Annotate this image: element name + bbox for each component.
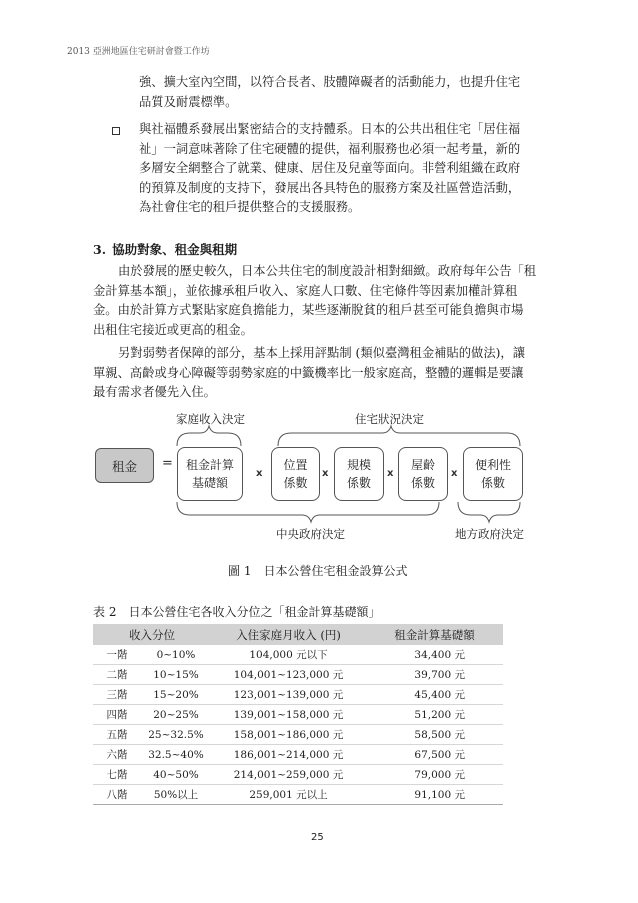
table-row <box>93 765 503 785</box>
table-header-row <box>93 624 503 645</box>
running-header: 2013 亞洲地區住宅研討會暨工作坊 <box>67 47 210 57</box>
label-housing-condition: 住宅狀況決定 <box>355 412 424 426</box>
top-left-brace <box>177 426 241 446</box>
table-row <box>93 745 503 765</box>
text-line: 出租住宅接近或更高的租金。 <box>93 322 253 337</box>
cell-level: 一階 <box>93 645 141 665</box>
table-row <box>93 725 503 745</box>
bottom-right-brace <box>458 502 520 522</box>
cell-amount: 34,400 元 <box>366 645 503 665</box>
cell-level: 二階 <box>93 665 141 685</box>
cell-level: 六階 <box>93 745 141 765</box>
times-sign: x <box>451 468 458 479</box>
table-row <box>93 785 503 805</box>
cell-income: 158,001~186,000 元 <box>211 725 366 745</box>
label-household-income: 家庭收入決定 <box>176 412 245 426</box>
box-line: 係數 <box>346 476 371 490</box>
cell-level: 四階 <box>93 705 141 725</box>
equals-sign: = <box>162 456 173 471</box>
cell-income: 123,001~139,000 元 <box>211 685 366 705</box>
box-line: 位置 <box>283 458 308 472</box>
cell-income: 104,001~123,000 元 <box>211 665 366 685</box>
cell-percentile: 20~25% <box>141 705 211 725</box>
text-line: 金。由於計算方式緊貼家庭負擔能力，某些逐漸脫貧的租戶甚至可能負擔與市場 <box>93 303 524 317</box>
section-number: 3. <box>93 242 107 257</box>
table-row <box>93 685 503 705</box>
header-base-amount: 租金計算基礎額 <box>366 624 503 645</box>
times-sign: x <box>387 468 394 479</box>
header-income-quantile: 收入分位 <box>93 624 211 645</box>
cell-income: 104,000 元以下 <box>211 645 366 665</box>
cell-level: 七階 <box>93 765 141 785</box>
box-line: 基礎額 <box>191 476 228 490</box>
cell-percentile: 15~20% <box>141 685 211 705</box>
box-line: 便利性 <box>474 458 511 472</box>
cell-amount: 79,000 元 <box>366 765 503 785</box>
cell-income: 186,001~214,000 元 <box>211 745 366 765</box>
cell-amount: 58,500 元 <box>366 725 503 745</box>
header-monthly-income: 入住家庭月收入 (円) <box>211 624 366 645</box>
box-line: 屋齡 <box>410 458 435 472</box>
table-row <box>93 645 503 665</box>
cell-income: 214,001~259,000 元 <box>211 765 366 785</box>
table-caption: 表 2 日本公營住宅各收入分位之「租金計算基礎額」 <box>93 605 381 619</box>
text-line: 品質及耐震標準。 <box>139 94 238 109</box>
box-line: 係數 <box>480 476 505 490</box>
text-line: 單親、高齡或身心障礙等弱勢家庭的中籤機率比一般家庭高，整體的邏輯是要讓 <box>93 365 524 380</box>
page-number: 25 <box>311 832 324 843</box>
cell-amount: 91,100 元 <box>366 785 503 805</box>
table-row <box>93 665 503 685</box>
cell-income: 139,001~158,000 元 <box>211 705 366 725</box>
rent-box: 租金 <box>95 448 154 483</box>
bottom-center-brace <box>177 502 439 522</box>
text-line: 與社福體系發展出緊密結合的支持體系。日本的公共出租住宅「居住福 <box>139 122 521 136</box>
times-sign: x <box>256 468 263 479</box>
text-line: 的預算及制度的支持下，發展出各具特色的服務方案及社區營造活動， <box>139 180 521 195</box>
box-line: 租金計算 <box>185 458 234 472</box>
base-amount-box <box>177 447 243 501</box>
label-local-government: 地方政府決定 <box>455 527 524 541</box>
cell-level: 八階 <box>93 785 141 805</box>
text-line: 最有需求者優先入住。 <box>93 385 216 399</box>
label-central-government: 中央政府決定 <box>276 527 345 541</box>
section-title: 協助對象、租金與租期 <box>112 242 238 257</box>
cell-level: 五階 <box>93 725 141 745</box>
box-line: 係數 <box>283 476 308 490</box>
box-line: 規模 <box>346 458 371 472</box>
cell-amount: 51,200 元 <box>366 705 503 725</box>
cell-percentile: 25~32.5% <box>141 725 211 745</box>
cell-level: 三階 <box>93 685 141 705</box>
cell-percentile: 0~10% <box>141 645 211 665</box>
cell-income: 259,001 元以上 <box>211 785 366 805</box>
times-sign: x <box>322 468 329 479</box>
age-coefficient-box <box>398 447 448 501</box>
box-line: 係數 <box>410 476 435 490</box>
text-line: 強、擴大室內空間，以符合長者、肢體障礙者的活動能力，也提升住宅 <box>139 75 521 89</box>
cell-amount: 45,400 元 <box>366 685 503 705</box>
location-coefficient-box <box>271 447 320 501</box>
size-coefficient-box <box>334 447 384 501</box>
cell-percentile: 10~15% <box>141 665 211 685</box>
cell-amount: 39,700 元 <box>366 665 503 685</box>
cell-percentile: 50%以上 <box>141 785 211 805</box>
cell-percentile: 40~50% <box>141 765 211 785</box>
text-line: 另對弱勢者保障的部分，基本上採用評點制 (類似臺灣租金補貼的做法)，讓 <box>118 346 526 360</box>
top-right-brace <box>278 426 520 446</box>
figure-caption: 圖 1 日本公營住宅租金設算公式 <box>228 564 408 578</box>
convenience-coefficient-box <box>463 447 523 501</box>
cell-amount: 67,500 元 <box>366 745 503 765</box>
text-line: 多層安全網整合了就業、健康、居住及兒童等面向。非營利組織在政府 <box>139 161 521 175</box>
rent-base-table <box>93 624 503 805</box>
text-line: 金計算基本額」，並依據承租戶收入、家庭人口數、住宅條件等因素加權計算租 <box>93 283 518 298</box>
text-line: 由於發展的歷史較久，日本公共住宅的制度設計相對細緻。政府每年公告「租 <box>118 264 537 278</box>
table-row <box>93 705 503 725</box>
cell-percentile: 32.5~40% <box>141 745 211 765</box>
text-line: 祉」一詞意味著除了住宅硬體的提供，福利服務也必須一起考量，新的 <box>139 141 521 156</box>
text-line: 為社會住宅的租戶提供整合的支援服務。 <box>139 200 361 214</box>
